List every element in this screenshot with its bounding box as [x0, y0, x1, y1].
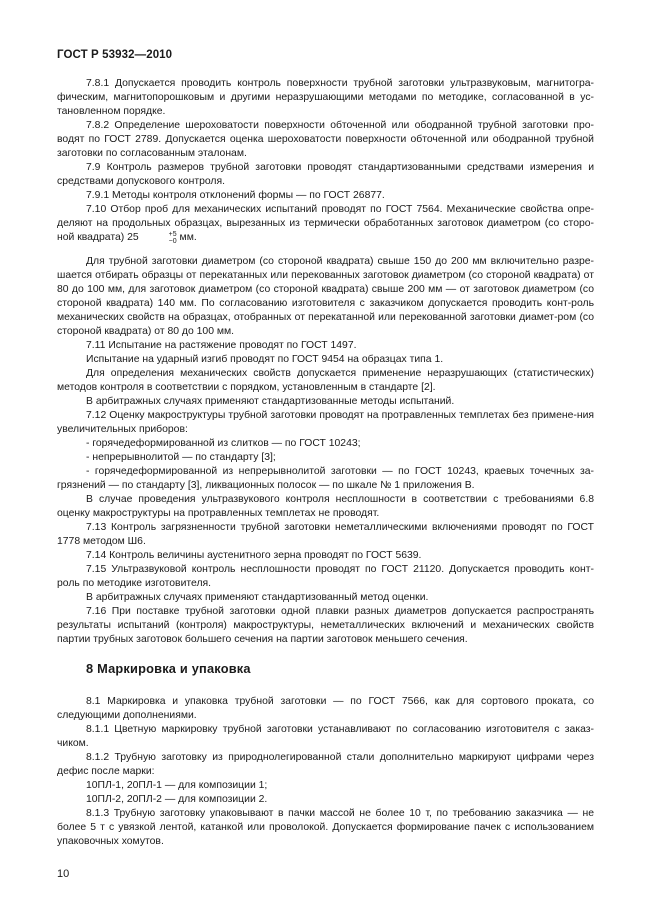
clause-7-8-1: 7.8.1 Допускается проводить контроль поверхности трубной заготовки ультразвуковым, магнитогра-фическим, магнитопорошковым и другими неразрушающими методами по методике, согласованной в ус-тановленном порядке. — [57, 78, 594, 117]
clause-8-1-1: 8.1.1 Цветную маркировку трубной заготовки устанавливают по согласованию изготовителя с заказ-чиком. — [57, 724, 594, 749]
sample-size-tolerance — [140, 231, 177, 245]
page-number: 10 — [57, 868, 70, 880]
section-8-title: 8 Маркировка и упаковка — [86, 661, 251, 676]
clause-8-1: 8.1 Маркировка и упаковка трубной заготовки — по ГОСТ 7566, как для сортового проката, со следующими дополнениями. — [57, 696, 594, 721]
clause-7-12-item-1: - горячедеформированной из слитков — по ГОСТ 10243; — [86, 438, 361, 449]
clause-7-14: 7.14 Контроль величины аустенитного зерна проводят по ГОСТ 5639. — [86, 550, 422, 561]
clause-7-12-item-3: - горячедеформированной из непрерывнолитой заготовки — по ГОСТ 10243, краевых точечных за-грязнений — по стандарту [3], ликвационных полосок — по шкале № 1 приложения В. — [57, 466, 594, 491]
clause-7-10 — [57, 203, 594, 245]
clause-7-8-2: 7.8.2 Определение шероховатости поверхности обточенной или ободранной трубной заготовки про-водят по ГОСТ 2789. Допускается оценка шероховатости поверхности обточенной или ободранной трубной заготовки по согласованным эталонам. — [57, 120, 594, 159]
document-body — [57, 77, 594, 849]
tolerance-upper: +5 — [168, 231, 177, 238]
clause-8-1-2-item-1: 10ПЛ-1, 20ПЛ-1 — для композиции 1; — [86, 780, 268, 791]
clause-7-16: 7.16 При поставке трубной заготовки одной плавки разных диаметров допускается распространять результаты испытаний (контроля) макроструктуры, неметаллических включений и механических свойств партии трубных заготовок большего сечения на партии заготовок меньшего сечения. — [57, 606, 594, 645]
clause-7-10-text: 7.10 Отбор проб для механических испытаний проводят по ГОСТ 7564. Механические свойства опре-деляют на продольных образцах, вырезанных из термически обработанных заготовок диаметром (со сторо-ной квадрата) — [57, 204, 594, 243]
clause-7-10-continued: Для трубной заготовки диаметром (со стороной квадрата) свыше 150 до 200 мм включительно разре-шается отбирать образцы от перекатанных или перекованных заготовок диаметром (со стороной квадрата) от 80 до 100 мм, для заготовок диаметром (со стороной квадрата) свыше 200 мм — от заготовок диаметром (со стороной квадрата) 140 мм. По согласованию изготовителя с заказчиком допускается проводить конт-роль механических свойств на образцах, отобранных от перекатанной или перекованной заготовки диамет-ром (со стороной квадрата) от 80 до 100 мм. — [57, 256, 594, 337]
clause-7-12: 7.12 Оценку макроструктуры трубной заготовки проводят на протравленных темплетах без примене-ния увеличительных приборов: — [57, 410, 594, 435]
clause-7-9: 7.9 Контроль размеров трубной заготовки проводят стандартизованными средствами измерения и средствами допускового контроля. — [57, 162, 594, 187]
clause-7-15: 7.15 Ультразвуковой контроль несплошности проводят по ГОСТ 21120. Допускается проводить конт-роль по методике изготовителя. — [57, 564, 594, 589]
clause-7-11-ndt: Для определения механических свойств допускается применение неразрушающих (статистических) методов контроля в соответствии с порядком, установленным в стандарте [2]. — [57, 368, 594, 393]
clause-7-13: 7.13 Контроль загрязненности трубной заготовки неметаллическими включениями проводят по ГОСТ 1778 методом Ш6. — [57, 522, 594, 547]
clause-8-1-2: 8.1.2 Трубную заготовку из природнолегированной стали дополнительно маркируют цифрами через дефис после марки: — [57, 752, 594, 777]
clause-7-11-impact: Испытание на ударный изгиб проводят по ГОСТ 9454 на образцах типа 1. — [86, 354, 444, 365]
clause-8-1-2-item-2: 10ПЛ-2, 20ПЛ-2 — для композиции 2. — [86, 794, 268, 805]
tolerance-lower: −0 — [168, 238, 177, 245]
clause-7-12-item-2: - непрерывнолитой — по стандарту [3]; — [86, 452, 276, 463]
clause-7-11-arbitration: В арбитражных случаях применяют стандартизованные методы испытаний. — [86, 396, 455, 407]
clause-7-12-ultrasound: В случае проведения ультразвукового контроля несплошности в соответствии с требованиями 6.8 оценку макроструктуры на протравленных темплетах не проводят. — [57, 494, 594, 519]
sample-size-value: 25 — [127, 232, 139, 243]
clause-7-9-1: 7.9.1 Методы контроля отклонений формы — по ГОСТ 26877. — [86, 190, 385, 201]
clause-8-1-3: 8.1.3 Трубную заготовку упаковывают в пачки массой не более 10 т, по требованию заказчика — не более 5 т с увязкой лентой, катанкой или проволокой. Допускается формирование пачек с использованием упаковочных хомутов. — [57, 808, 594, 847]
sample-size-unit: мм. — [179, 232, 197, 243]
clause-7-11: 7.11 Испытание на растяжение проводят по ГОСТ 1497. — [86, 340, 357, 351]
clause-7-15-arbitration: В арбитражных случаях применяют стандартизованный метод оценки. — [86, 592, 429, 603]
document-header: ГОСТ Р 53932—2010 — [57, 49, 173, 61]
